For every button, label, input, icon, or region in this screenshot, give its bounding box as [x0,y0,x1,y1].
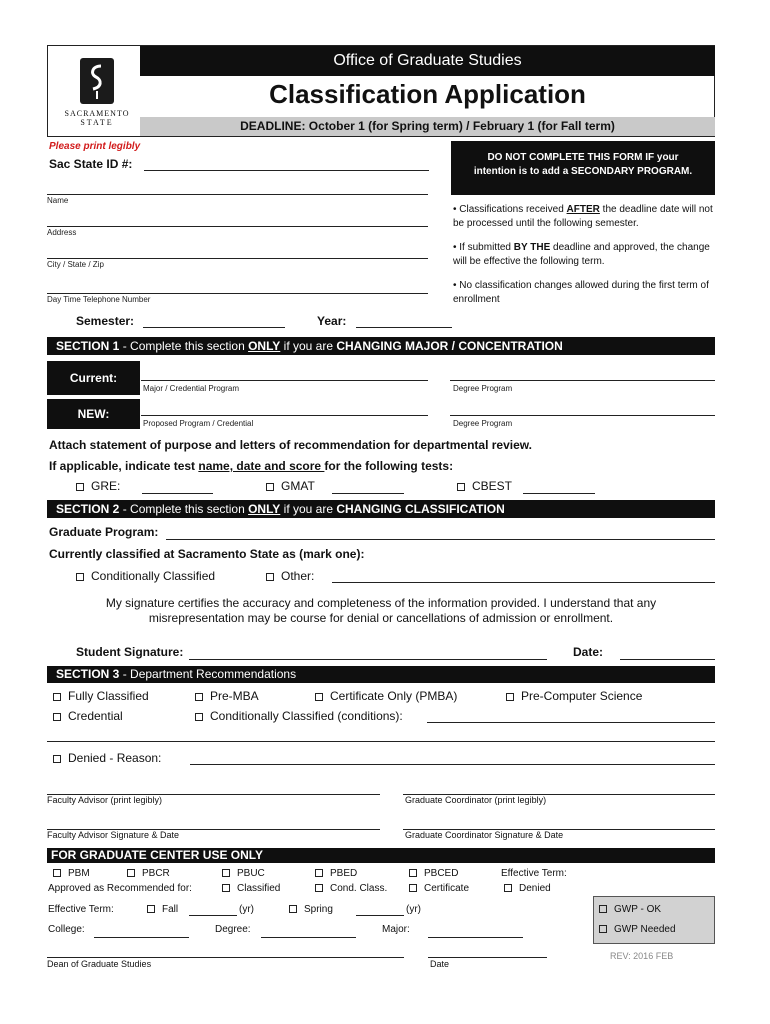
classified-checkbox[interactable] [222,884,230,892]
eff-term-label: Effective Term: [501,868,567,879]
degree-label: Degree: [215,924,251,935]
degree-field[interactable] [261,937,356,938]
semester-field[interactable] [143,327,285,328]
pbuc-option: PBUC [222,868,265,879]
address-field[interactable] [47,226,428,227]
new-tag: NEW: [47,399,140,429]
address-label: Address [47,228,77,237]
sac-id-field[interactable] [144,170,429,171]
spring-year-field[interactable] [356,915,404,916]
gwp-ok-checkbox[interactable] [599,905,607,913]
dean-date-field[interactable] [428,957,547,958]
semester-label: Semester: [76,314,135,328]
degree-program-label: Degree Program [453,384,513,393]
precs-checkbox[interactable] [506,693,514,701]
name-field[interactable] [47,194,428,195]
student-date-label: Date: [573,645,604,659]
gre-checkbox[interactable] [76,483,84,491]
gmat-field[interactable] [332,493,404,494]
other-option: Other: [266,569,314,583]
phone-label: Day Time Telephone Number [47,295,151,304]
gwp-needed-option: GWP Needed [599,924,676,935]
precs-option: Pre-Computer Science [506,689,642,703]
grad-program-field[interactable] [166,539,715,540]
fully-classified-checkbox[interactable] [53,693,61,701]
section-3-header: SECTION 3 - Department Recommendations [47,666,715,683]
college-label: College: [48,924,85,935]
pbced-option: PBCED [409,868,458,879]
tests-instructions: If applicable, indicate test name, date and score for the following tests: [49,459,454,473]
cond-option: Conditionally Classified (conditions): [195,709,403,723]
fully-classified-option: Fully Classified [53,689,149,703]
faculty-sig-label: Faculty Advisor Signature & Date [47,830,180,840]
sac-state-logo-icon [80,58,114,104]
conditional-option: Conditionally Classified [76,569,215,583]
yr-label-2: (yr) [406,904,421,915]
pbm-checkbox[interactable] [53,869,61,877]
major-field[interactable] [428,937,523,938]
bullet-2: • If submitted BY THE deadline and approved, the change will be effective the following term. [453,242,710,267]
page-title: Classification Application [269,79,586,109]
credential-checkbox[interactable] [53,713,61,721]
other-checkbox[interactable] [266,573,274,581]
conditional-checkbox[interactable] [76,573,84,581]
pbced-checkbox[interactable] [409,869,417,877]
dean-date-label: Date [430,959,450,969]
logo-text-1: SACRAMENTO [64,109,130,118]
college-field[interactable] [94,937,189,938]
pbcr-checkbox[interactable] [127,869,135,877]
denied-option: Denied - Reason: [53,751,161,765]
cond-checkbox[interactable] [195,713,203,721]
certificate-checkbox[interactable] [409,884,417,892]
pbed-checkbox[interactable] [315,869,323,877]
proposed-program-label: Proposed Program / Credential [143,419,254,428]
denied-reason-field[interactable] [190,764,715,765]
revision-note: REV: 2016 FEB [610,951,674,961]
new-degree-field[interactable] [450,415,715,416]
attach-statement: Attach statement of purpose and letters of recommendation for departmental review. [49,438,532,452]
city-field[interactable] [47,258,428,259]
secondary-program-notice: DO NOT COMPLETE THIS FORM IF your intention is to add a SECONDARY PROGRAM. [451,141,715,195]
cbest-option: CBEST [457,479,512,493]
pbed-option: PBED [315,868,357,879]
fall-checkbox[interactable] [147,905,155,913]
certification-statement: My signature certifies the accuracy and completeness of the information provided. I understand that any misrepresentation may be course for denial or cancellations of admission or enrollment. [105,596,657,625]
grad-program-label: Graduate Program: [49,525,159,539]
classified-option: Classified [222,883,280,894]
fall-option: Fall [147,904,178,915]
dean-field[interactable] [47,957,404,958]
student-signature-label: Student Signature: [76,645,184,659]
yr-label-1: (yr) [239,904,254,915]
major-credential-label: Major / Credential Program [143,384,240,393]
approved-label: Approved as Recommended for: [48,883,192,894]
credential-option: Credential [53,709,123,723]
cond-class-checkbox[interactable] [315,884,323,892]
sac-id-label: Sac State ID #: [49,157,133,171]
current-tag: Current: [47,361,140,395]
gmat-option: GMAT [266,479,315,493]
premba-option: Pre-MBA [195,689,259,703]
gmat-checkbox[interactable] [266,483,274,491]
cbest-field[interactable] [523,493,595,494]
grad-center-header: FOR GRADUATE CENTER USE ONLY [47,848,715,863]
certificate-option: Certificate [409,883,469,894]
spring-option: Spring [289,904,333,915]
pbcr-option: PBCR [127,868,170,879]
office-banner: Office of Graduate Studies [140,46,715,76]
denied-gc-option: Denied [504,883,551,894]
bullet-3: • No classification changes allowed during the first term of enrollment [453,280,709,305]
conditions-field[interactable] [427,722,715,723]
student-signature-field[interactable] [189,659,547,660]
grad-coord-sig-label: Graduate Coordinator Signature & Date [405,830,564,840]
degree-program-label-2: Degree Program [453,419,513,428]
cond-class-option: Cond. Class. [315,883,387,894]
year-field[interactable] [356,327,452,328]
other-field[interactable] [332,582,715,583]
cbest-checkbox[interactable] [457,483,465,491]
city-label: City / State / Zip [47,260,104,269]
phone-field[interactable] [47,293,428,294]
gwp-needed-checkbox[interactable] [599,925,607,933]
section-2-header: SECTION 2 - Complete this section ONLY if you are CHANGING CLASSIFICATION [47,500,715,518]
fall-year-field[interactable] [189,915,237,916]
current-major-field[interactable] [141,380,428,381]
grad-coord-label: Graduate Coordinator (print legibly) [405,795,547,805]
logo [52,58,142,130]
bullet-1: • Classifications received AFTER the deadline date will not be processed until the following semester. [453,204,713,229]
premba-checkbox[interactable] [195,693,203,701]
major-label: Major: [382,924,410,935]
cert-only-checkbox[interactable] [315,693,323,701]
spring-checkbox[interactable] [289,905,297,913]
denied-checkbox[interactable] [53,755,61,763]
gwp-ok-option: GWP - OK [599,904,661,915]
eff-term-label-2: Effective Term: [48,904,114,915]
dean-label: Dean of Graduate Studies [47,959,152,969]
logo-text-2: STATE [80,118,114,127]
denied-gc-checkbox[interactable] [504,884,512,892]
print-legibly-note: Please print legibly [49,141,141,152]
year-label: Year: [317,314,347,328]
student-date-field[interactable] [620,659,715,660]
gre-field[interactable] [142,493,213,494]
conditions-field-2[interactable] [47,741,715,742]
faculty-advisor-label: Faculty Advisor (print legibly) [47,795,163,805]
deadline-bar: DEADLINE: October 1 (for Spring term) / February 1 (for Fall term) [140,117,715,136]
pbuc-checkbox[interactable] [222,869,230,877]
name-label: Name [47,196,69,205]
cert-only-option: Certificate Only (PMBA) [315,689,457,703]
section-1-header: SECTION 1 - Complete this section ONLY if you are CHANGING MAJOR / CONCENTRATION [47,337,715,355]
current-degree-field[interactable] [450,380,715,381]
gre-option: GRE: [76,479,120,493]
pbm-option: PBM [53,868,90,879]
currently-classified-label: Currently classified at Sacramento State as (mark one): [49,547,365,561]
new-program-field[interactable] [141,415,428,416]
